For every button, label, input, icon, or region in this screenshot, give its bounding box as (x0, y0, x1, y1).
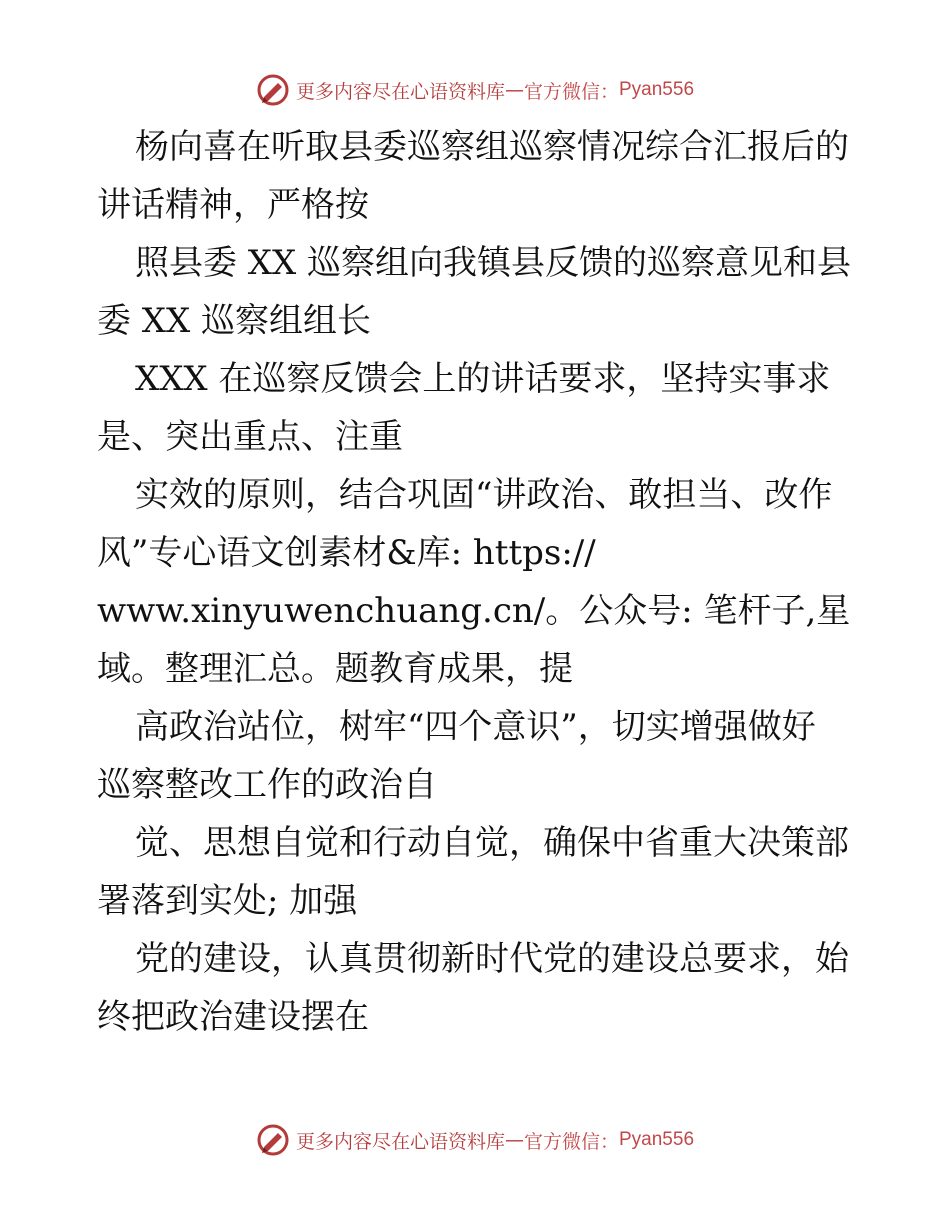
banner-wechat-label: 官方微信： (523, 1130, 619, 1153)
banner-separator: — (504, 79, 524, 101)
text-line: 觉、思想自觉和行动自觉，确保中省重大决策部 (135, 823, 849, 863)
document-body (97, 118, 857, 1046)
text-line: 讲话精神，严格按 (97, 185, 369, 225)
banner-wechat-label: 官方微信： (523, 80, 619, 103)
banner-wechat-id: Pyan556 (619, 79, 695, 100)
text-line: 实效的原则，结合巩固“讲政治、敢担当、改作 (135, 475, 833, 515)
text-line: 巡察整改工作的政治自 (97, 765, 437, 805)
text-line: 委 XX 巡察组组长 (97, 301, 372, 341)
banner-main-text: 更多内容尽在心语资料库 (295, 80, 505, 103)
text-line: 杨向喜在听取县委巡察组巡察情况综合汇报后的 (135, 127, 849, 167)
banner-main-text: 更多内容尽在心语资料库 (295, 1130, 505, 1153)
text-line: 照县委 XX 巡察组向我镇县反馈的巡察意见和县 (135, 243, 852, 283)
text-line: 署落到实处; 加强 (97, 881, 358, 921)
text-line: 风”专心语文创素材&库: https:// (97, 533, 596, 573)
text-line: 是、突出重点、注重 (97, 417, 403, 457)
text-line: 高政治站位，树牢“四个意识”，切实增强做好 (135, 707, 816, 747)
text-line: 终把政治建设摆在 (97, 997, 369, 1037)
text-line: 党的建设，认真贯彻新时代党的建设总要求，始 (135, 939, 849, 979)
text-line: 域。整理汇总。题教育成果，提 (97, 649, 573, 689)
text-line: www.xinyuwenchuang.cn/。公众号: 笔杆子,星 (97, 591, 851, 631)
header-watermark-banner (0, 70, 950, 110)
pen-logo-icon (256, 1123, 290, 1157)
footer-watermark-banner (0, 1120, 950, 1160)
banner-wechat-id: Pyan556 (619, 1129, 695, 1150)
banner-separator: — (504, 1129, 524, 1151)
text-line: XXX 在巡察反馈会上的讲话要求，坚持实事求 (135, 359, 831, 399)
pen-logo-icon (256, 73, 290, 107)
